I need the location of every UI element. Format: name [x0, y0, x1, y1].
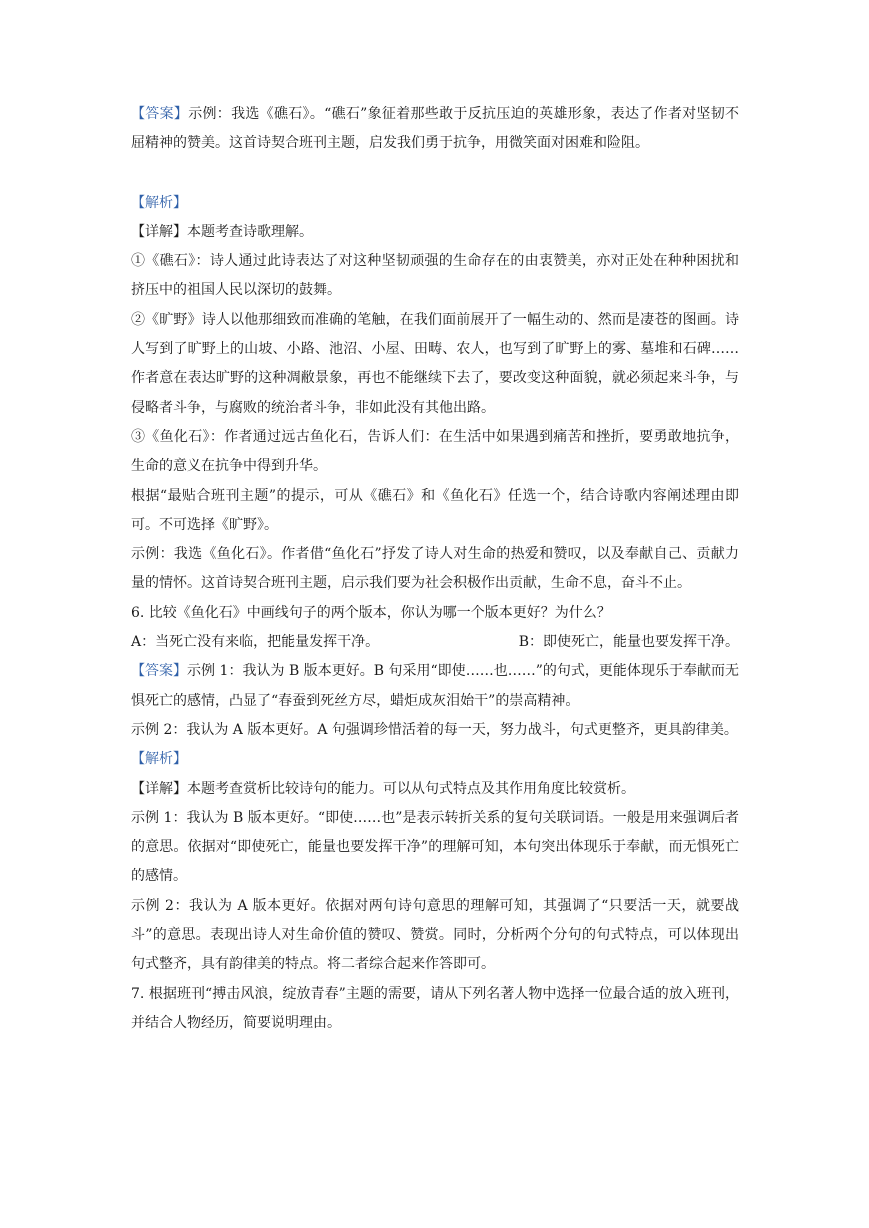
analysis-item: ②《旷野》诗人以他那细致而准确的笔触，在我们面前展开了一幅生动的、然而是凄苍的图画。诗人写到了旷野上的山坡、小路、池沼、小屋、田畴、农人，也写到了旷野上的雾、墓堆和石碑……作者意在表达旷野的这种凋敝景象，再也不能继续下去了，要改变这种面貌，就必须起来斗争，与侵略者斗争，与腐败的统治者斗争，非如此没有其他出路。	[131, 311, 739, 416]
question-6: 6. 比较《鱼化石》中画线句子的两个版本，你认为哪一个版本更好？为什么？	[131, 604, 611, 621]
answer-paragraph	[131, 657, 739, 716]
question-6-options	[131, 628, 739, 657]
spacer	[131, 159, 739, 189]
analysis-item: 根据“最贴合班刊主题”的提示，可从《礁石》和《鱼化石》任选一个，结合诗歌内容阐述理由即可。不可选择《旷野》。	[131, 487, 739, 533]
answer-tag: 【答案】	[131, 106, 189, 122]
answer-text: 示例 1：我认为 B 版本更好。B 句采用“即使……也……”的句式，更能体现乐于奉献而无惧死亡的感情，凸显了“春蚕到死丝方尽，蜡炬成灰泪始干”的崇高精神。	[131, 663, 739, 709]
answer-paragraph	[131, 100, 739, 159]
analysis-item: 示例 1：我认为 B 版本更好。“即使……也”是表示转折关系的复句关联词语。一般是用来强调后者的意思。依据对“即使死亡，能量也要发挥干净”的理解可知，本句突出体现乐于奉献，而无惧死亡的感情。	[131, 809, 739, 885]
analysis-tag: 【解析】	[131, 194, 187, 211]
analysis-item: 示例 2：我认为 A 版本更好。依据对两句诗句意思的理解可知，其强调了“只要活一天，就要战斗”的意思。表现出诗人对生命价值的赞叹、赞赏。同时，分析两个分句的句式特点，可以体现出句式整齐，具有韵律美的特点。将二者综合起来作答即可。	[131, 897, 739, 973]
analysis-detail: 【详解】本题考查诗歌理解。	[131, 223, 313, 240]
answer-text: 示例：我选《礁石》。“礁石”象征着那些敢于反抗压迫的英雄形象，表达了作者对坚韧不屈精神的赞美。这首诗契合班刊主题，启发我们勇于抗争，用微笑面对困难和险阻。	[131, 106, 740, 152]
analysis-tag: 【解析】	[131, 751, 187, 768]
option-a: A：当死亡没有来临，把能量发挥干净。	[131, 634, 380, 651]
answer-tag: 【答案】	[131, 663, 188, 680]
analysis-detail: 【详解】本题考查赏析比较诗句的能力。可以从句式特点及其作用角度比较赏析。	[131, 780, 635, 797]
question-7: 7. 根据班刊“搏击风浪，绽放青春”主题的需要，请从下列名著人物中选择一位最合适的放入班刊，并结合人物经历，简要说明理由。	[131, 985, 739, 1031]
document-content	[131, 100, 739, 1038]
analysis-item: 示例：我选《鱼化石》。作者借“鱼化石”抒发了诗人对生命的热爱和赞叹，以及奉献自己、贡献力量的情怀。这首诗契合班刊主题，启示我们要为社会积极作出贡献，生命不息，奋斗不止。	[131, 546, 739, 592]
answer-example-2: 示例 2：我认为 A 版本更好。A 句强调珍惜活着的每一天，努力战斗，句式更整齐，更具韵律美。	[131, 721, 738, 738]
analysis-item: ③《鱼化石》：作者通过远古鱼化石，告诉人们：在生活中如果遇到痛苦和挫折，要勇敢地抗争，生命的意义在抗争中得到升华。	[131, 428, 739, 475]
option-b: B：即使死亡，能量也要发挥干净。	[518, 634, 739, 651]
analysis-item: ①《礁石》：诗人通过此诗表达了对这种坚韧顽强的生命存在的由衷赞美，亦对正处在种种困扰和挤压中的祖国人民以深切的鼓舞。	[131, 253, 739, 299]
